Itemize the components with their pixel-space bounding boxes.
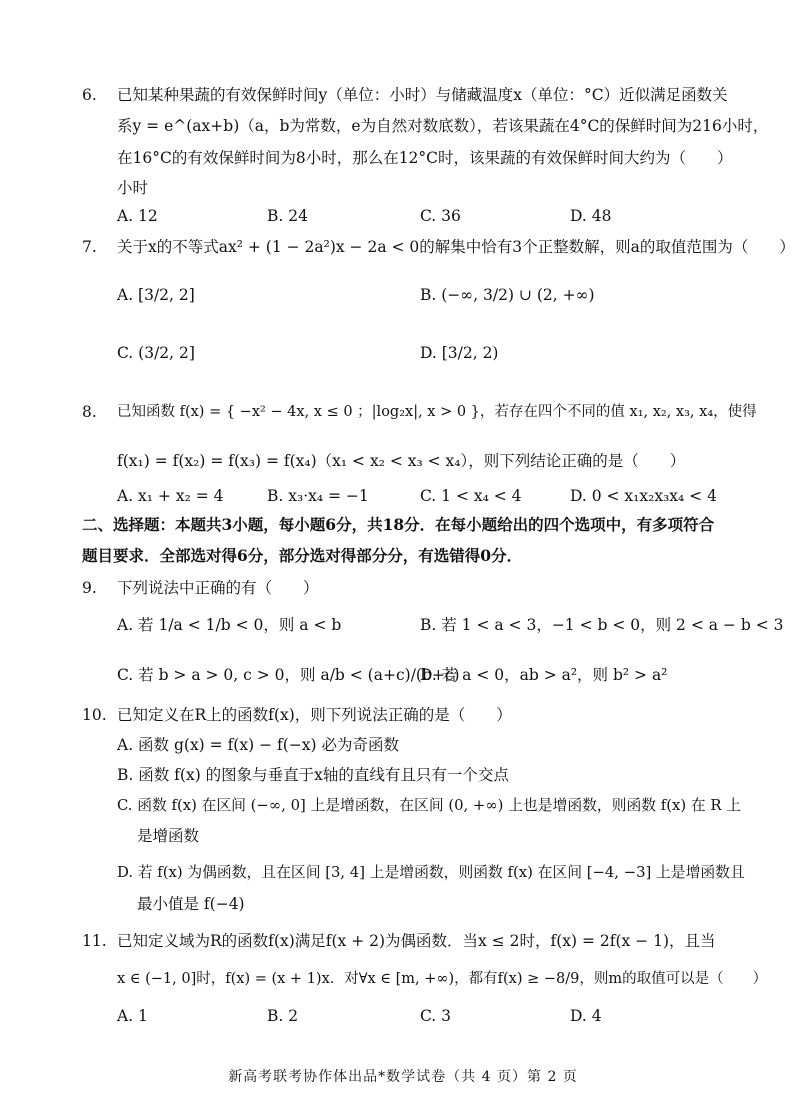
- option-d: D. 若 a < 0，ab > a²，则 b² > a²: [420, 666, 668, 684]
- page-footer: 新高考联考协作体出品*数学试卷（共 4 页）第 2 页: [228, 1069, 578, 1085]
- option-d: D. 若 f(x) 为偶函数，且在区间 [3, 4] 上是增函数，则函数 f(x) 在区间 [−4, −3] 上是增函数且: [117, 864, 745, 881]
- option-d: D. 0 < x₁x₂x₃x₄ < 4: [570, 487, 717, 505]
- question-text: 已知函数 f(x) = { −x² − 4x, x ≤ 0 ；|log₂x|, x > 0 }，若存在四个不同的值 x₁, x₂, x₃, x₄，使得: [117, 404, 757, 420]
- option-d: D. 48: [570, 207, 612, 225]
- question-text: 已知定义域为R的函数f(x)满足f(x + 2)为偶函数．当x ≤ 2时，f(x) = 2f(x − 1)，且当: [117, 932, 716, 950]
- option-a: A. [3/2, 2]: [117, 286, 195, 304]
- option-d-continued: 最小值是 f(−4): [137, 895, 245, 913]
- question-text: f(x₁) = f(x₂) = f(x₃) = f(x₄)（x₁ < x₂ < x₃ < x₄），则下列结论正确的是（ ）: [117, 452, 686, 470]
- option-b: B. 函数 f(x) 的图象与垂直于x轴的直线有且只有一个交点: [117, 766, 509, 784]
- option-c: C. (3/2, 2]: [117, 344, 195, 362]
- question-number: 8.: [82, 403, 97, 421]
- option-d: D. [3/2, 2): [420, 344, 499, 362]
- section-heading: 二、选择题：本题共3小题，每小题6分，共18分．在每小题给出的四个选项中，有多项符合: [82, 515, 715, 534]
- option-c: C. 若 b > a > 0, c > 0，则 a/b < (a+c)/(b+c): [117, 666, 460, 684]
- section-heading: 题目要求．全部选对得6分，部分选对得部分分，有选错得0分．: [82, 546, 523, 565]
- question-text: 已知定义在R上的函数f(x)，则下列说法正确的是（ ）: [117, 706, 512, 724]
- option-b: B. (−∞, 3/2) ∪ (2, +∞): [420, 286, 595, 304]
- question-text: 关于x的不等式ax² + (1 − 2a²)x − 2a < 0的解集中恰有3个正整数解，则a的取值范围为（ ）: [117, 238, 795, 256]
- option-a: A. x₁ + x₂ = 4: [117, 487, 224, 505]
- option-c-continued: 是增函数: [137, 827, 200, 845]
- question-number: 10.: [82, 706, 107, 724]
- question-text: 已知某种果蔬的有效保鲜时间y（单位：小时）与储藏温度x（单位：°C）近似满足函数关: [117, 86, 728, 104]
- question-text: x ∈ (−1, 0]时，f(x) = (x + 1)x．对∀x ∈ [m, +∞)，都有f(x) ≥ −8/9，则m的取值可以是（ ）: [117, 971, 768, 987]
- option-c: C. 1 < x₄ < 4: [420, 487, 522, 505]
- option-c: C. 36: [420, 207, 461, 225]
- option-a: A. 函数 g(x) = f(x) − f(−x) 必为奇函数: [117, 736, 399, 754]
- question-text: 在16°C的有效保鲜时间为8小时，那么在12°C时，该果蔬的有效保鲜时间大约为（ ）: [117, 149, 733, 167]
- question-number: 9.: [82, 579, 97, 597]
- option-b: B. x₃·x₄ = −1: [267, 487, 369, 505]
- question-text: 下列说法中正确的有（ ）: [117, 579, 319, 597]
- option-a: A. 12: [117, 207, 158, 225]
- option-a: A. 1: [117, 1007, 148, 1025]
- option-b: B. 若 1 < a < 3，−1 < b < 0，则 2 < a − b < 3: [420, 616, 784, 634]
- option-c: C. 3: [420, 1007, 452, 1025]
- option-b: B. 2: [267, 1007, 299, 1025]
- option-d: D. 4: [570, 1007, 602, 1025]
- question-number: 6.: [82, 86, 97, 104]
- question-text: 系y = e^(ax+b)（a，b为常数，e为自然对数底数），若该果蔬在4°C的保鲜时间为216小时，: [117, 117, 769, 135]
- question-text: 小时: [117, 179, 149, 197]
- option-a: A. 若 1/a < 1/b < 0，则 a < b: [117, 616, 342, 634]
- option-b: B. 24: [267, 207, 308, 225]
- question-number: 11.: [82, 932, 107, 950]
- question-number: 7.: [82, 238, 97, 256]
- option-c: C. 函数 f(x) 在区间 (−∞, 0] 上是增函数，在区间 (0, +∞) 上也是增函数，则函数 f(x) 在 R 上: [117, 797, 742, 814]
